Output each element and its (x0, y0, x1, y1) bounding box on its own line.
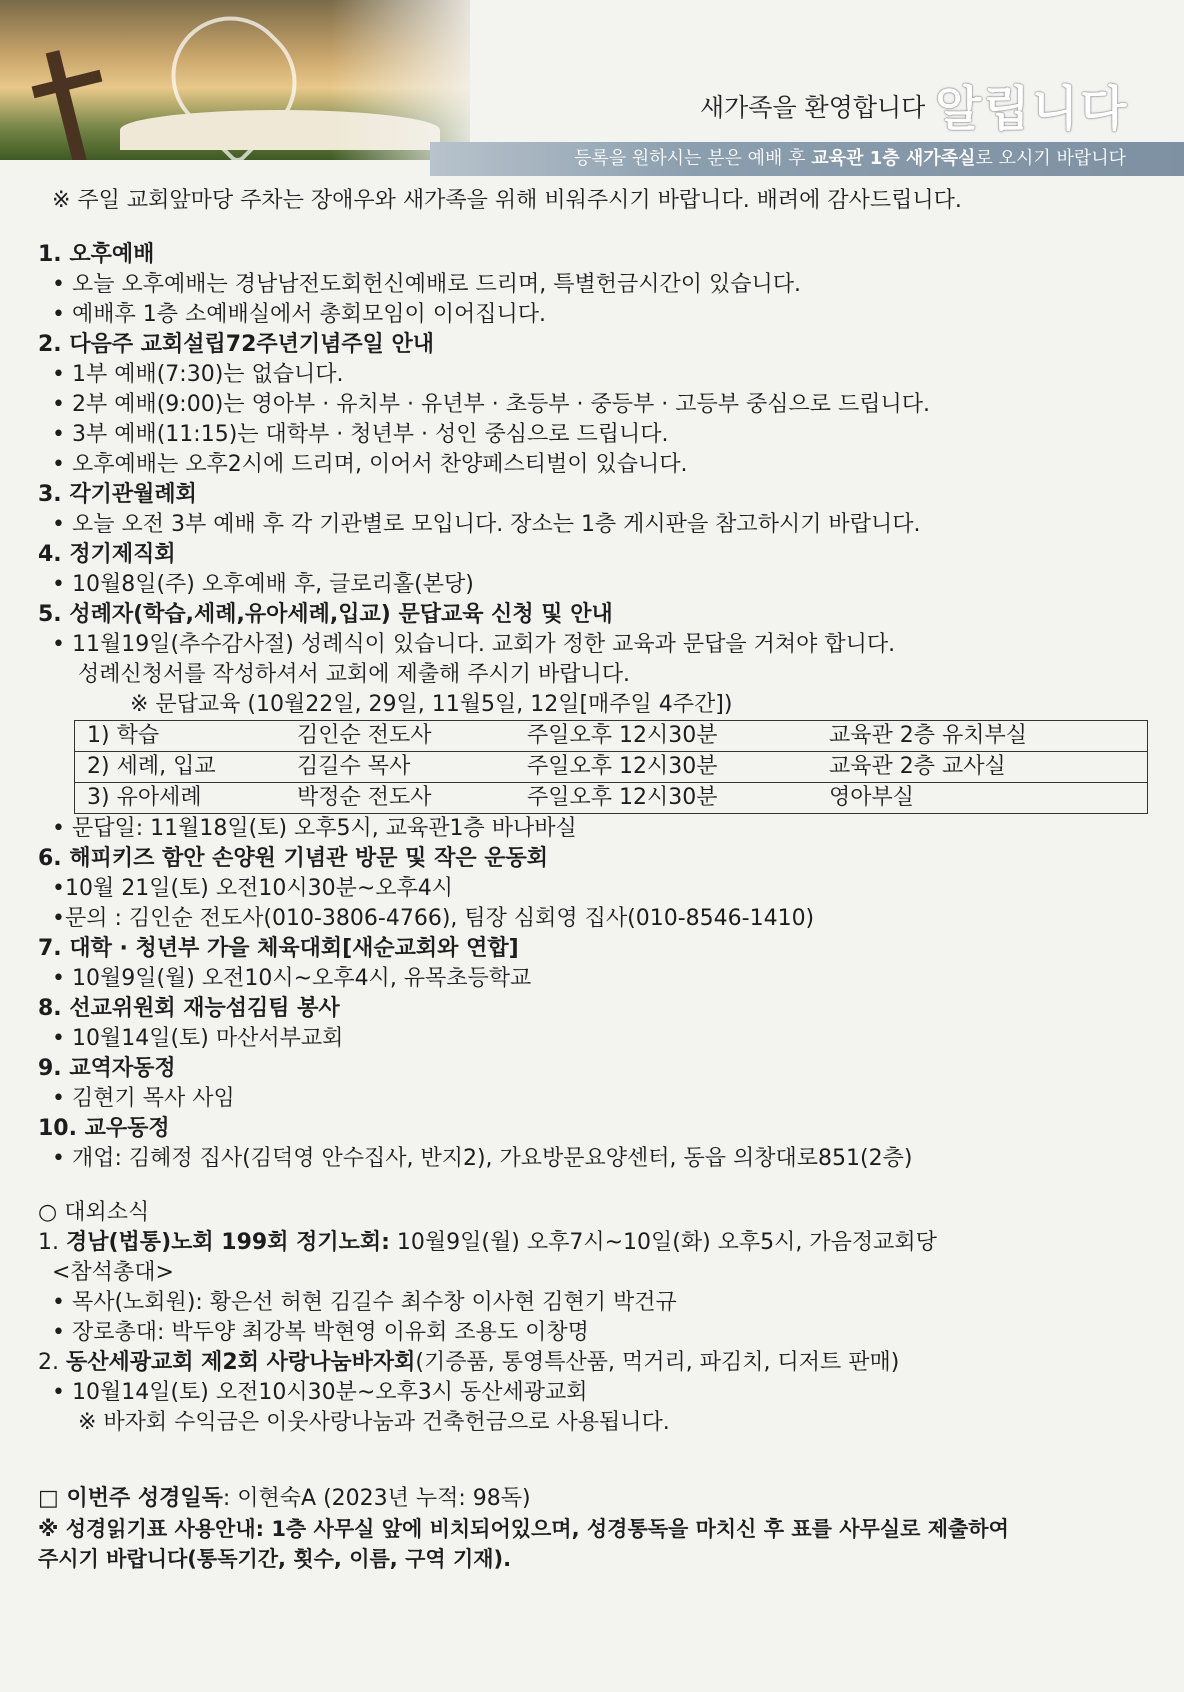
list-item: • 개업: 김혜정 집사(김덕영 안수집사, 반지2), 가요방문요양센터, 동읍 의창대로851(2층) (52, 1146, 913, 1171)
item-9-heading: 9. 교역자동정 (38, 1056, 176, 1081)
welcome-title: 새가족을 환영합니다 (700, 93, 926, 122)
list-item: • 10월14일(토) 오전10시30분~오후3시 동산세광교회 (52, 1380, 588, 1405)
list-item: • 10월14일(토) 마산서부교회 (52, 1026, 344, 1051)
list-item: • 2부 예배(9:00)는 영아부 · 유치부 · 유년부 · 초등부 · 중등부 · 고등부 중심으로 드립니다. (52, 392, 930, 417)
table-row: 2) 세례, 입교 김길수 목사 주일오후 12시30분 교육관 2층 교사실 (75, 752, 1148, 783)
item-7-heading: 7. 대학 · 청년부 가을 체육대회[새순교회와 연합] (38, 936, 519, 961)
item-4-heading: 4. 정기제직회 (38, 542, 176, 567)
bazaar-note: ※ 바자회 수익금은 이웃사랑나눔과 건축헌금으로 사용됩니다. (78, 1410, 670, 1435)
list-item: • 1부 예배(7:30)는 없습니다. (52, 362, 344, 387)
external-item-1: 1. 경남(법통)노회 199회 정기노회: 10월9일(월) 오후7시~10일(화) 오후5시, 가음정교회당 (38, 1230, 937, 1255)
list-item: •10월 21일(토) 오전10시30분~오후4시 (52, 876, 454, 901)
announcement-content (38, 186, 1168, 1574)
external-news-heading: ○ 대외소식 (38, 1200, 150, 1225)
list-item: 성례신청서를 작성하셔서 교회에 제출해 주시기 바랍니다. (78, 662, 631, 687)
list-item: • 11월19일(추수감사절) 성례식이 있습니다. 교회가 정한 교육과 문답을 거쳐야 합니다. (52, 632, 896, 657)
item-10-heading: 10. 교우동정 (38, 1116, 170, 1141)
catechism-table (74, 720, 1148, 814)
list-item: • 10월8일(주) 오후예배 후, 글로리홀(본당) (52, 572, 474, 597)
reading-chart-note-cont: 주시기 바랍니다(통독기간, 횟수, 이름, 구역 기재). (38, 1547, 512, 1571)
table-row: 1) 학습 김인순 전도사 주일오후 12시30분 교육관 2층 유치부실 (75, 721, 1148, 752)
list-item: • 오늘 오전 3부 예배 후 각 기관별로 모입니다. 장소는 1층 게시판을 참고하시기 바랍니다. (52, 512, 921, 537)
list-item: • 김현기 목사 사임 (52, 1086, 235, 1111)
parking-notice: ※ 주일 교회앞마당 주차는 장애우와 새가족을 위해 비워주시기 바랍니다. 배려에 감사드립니다. (52, 188, 962, 213)
item-8-heading: 8. 선교위원회 재능섬김팀 봉사 (38, 996, 340, 1021)
item-1-heading: 1. 오후예배 (38, 242, 155, 267)
registration-band: 등록을 원하시는 분은 예배 후 교육관 1층 새가족실로 오시기 바랍니다 (430, 142, 1184, 176)
bible-reading-label: □ 이번주 성경일독 (38, 1486, 223, 1511)
cross-icon (46, 50, 89, 160)
item-5-heading: 5. 성례자(학습,세례,유아세례,입교) 문답교육 신청 및 안내 (38, 602, 613, 627)
list-item: • 3부 예배(11:15)는 대학부 · 청년부 · 성인 중심으로 드립니다. (52, 422, 669, 447)
item-2-heading: 2. 다음주 교회설립72주년기념주일 안내 (38, 332, 435, 357)
header-banner (0, 0, 1184, 180)
schedule-note: ※ 문답교육 (10월22일, 29일, 11월5일, 12일[매주일 4주간]) (130, 692, 733, 717)
announcements-title: 알립니다 (935, 81, 1129, 137)
table-row: 3) 유아세례 박정순 전도사 주일오후 12시30분 영아부실 (75, 783, 1148, 814)
reading-chart-note: ※ 성경읽기표 사용안내: 1층 사무실 앞에 비치되어있으며, 성경통독을 마치신 후 표를 사무실로 제출하여 (38, 1517, 1009, 1541)
list-item: • 목사(노회원): 황은선 허현 김길수 최수창 이사현 김현기 박건규 (52, 1290, 677, 1315)
list-item: • 오늘 오후예배는 경남남전도회헌신예배로 드리며, 특별헌금시간이 있습니다. (52, 272, 801, 297)
delegates-label: <참석총대> (52, 1260, 174, 1285)
list-item: • 10월9일(월) 오전10시~오후4시, 유목초등학교 (52, 966, 532, 991)
list-item: • 오후예배는 오후2시에 드리며, 이어서 찬양페스티벌이 있습니다. (52, 452, 688, 477)
item-6-heading: 6. 해피키즈 함안 손양원 기념관 방문 및 작은 운동회 (38, 846, 548, 871)
bible-reading-line: □ 이번주 성경일독: 이현숙A (2023년 누적: 98독) (38, 1486, 531, 1511)
external-item-2: 2. 동산세광교회 제2회 사랑나눔바자회(기증품, 통영특산품, 먹거리, 파김치, 디저트 판매) (38, 1350, 900, 1375)
list-item: • 예배후 1층 소예배실에서 총회모임이 이어집니다. (52, 302, 546, 327)
list-item: • 장로총대: 박두양 최강복 박현영 이유회 조용도 이창명 (52, 1320, 589, 1345)
list-item: •문의 : 김인순 전도사(010-3806-4766), 팀장 심회영 집사(010-8546-1410) (52, 906, 815, 931)
item-3-heading: 3. 각기관월례회 (38, 482, 197, 507)
list-item: • 문답일: 11월18일(토) 오후5시, 교육관1층 바나바실 (52, 816, 577, 841)
